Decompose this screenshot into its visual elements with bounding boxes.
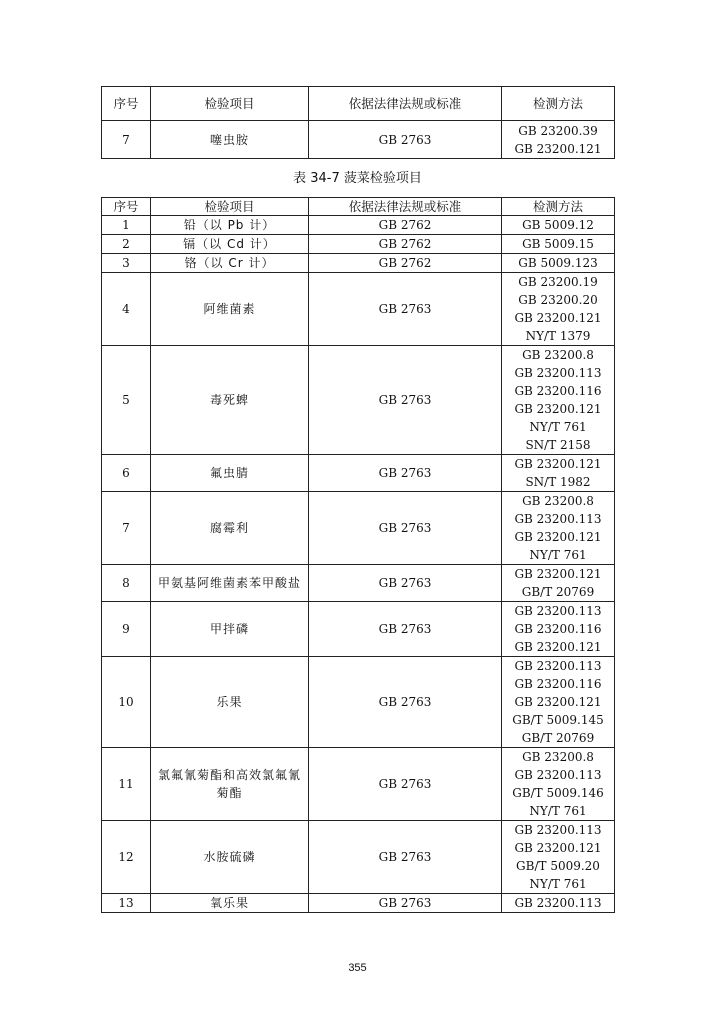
row-number: 7 <box>102 492 151 565</box>
inspection-item-line: 铬（以 Cr 计） <box>184 256 275 270</box>
standard: GB 2763 <box>309 455 502 492</box>
test-method: GB 23200.116 <box>514 384 602 398</box>
inspection-item-line: 菊酯 <box>216 786 243 800</box>
inspection-item-line: 毒死蜱 <box>209 393 249 407</box>
inspection-item <box>151 657 309 748</box>
test-methods <box>502 821 615 894</box>
standard: GB 2762 <box>309 235 502 254</box>
row-number: 2 <box>102 235 151 254</box>
header-method: 检测方法 <box>502 87 615 121</box>
test-method: GB 23200.8 <box>522 750 594 764</box>
inspection-item-line: 水胺硫磷 <box>203 850 256 864</box>
test-method: NY/T 1379 <box>525 329 591 343</box>
row-number: 4 <box>102 273 151 346</box>
table-row <box>102 894 615 913</box>
test-method: GB 23200.121 <box>514 311 602 325</box>
table-row <box>102 602 615 657</box>
test-method: GB/T 5009.146 <box>512 786 604 800</box>
test-methods <box>502 602 615 657</box>
test-methods <box>502 657 615 748</box>
table-row <box>102 565 615 602</box>
table-row <box>102 748 615 821</box>
test-method: GB 23200.113 <box>514 768 602 782</box>
inspection-item <box>151 748 309 821</box>
row-number: 5 <box>102 346 151 455</box>
test-methods <box>502 565 615 602</box>
test-method: GB 23200.113 <box>514 512 602 526</box>
test-method: GB/T 20769 <box>521 731 595 745</box>
standard: GB 2763 <box>309 492 502 565</box>
test-method: GB 23200.113 <box>514 366 602 380</box>
inspection-item <box>151 455 309 492</box>
test-methods <box>502 235 615 254</box>
header-item: 检验项目 <box>151 198 309 216</box>
row-number: 1 <box>102 216 151 235</box>
inspection-item-line: 铅（以 Pb 计） <box>183 218 276 232</box>
test-method: GB 5009.123 <box>518 256 598 270</box>
standard: GB 2763 <box>309 748 502 821</box>
test-method: NY/T 761 <box>529 804 587 818</box>
test-method: GB 23200.121 <box>514 841 602 855</box>
header-no: 序号 <box>102 87 151 121</box>
test-method: GB 23200.39 <box>518 123 598 138</box>
test-methods <box>502 254 615 273</box>
test-method: GB 23200.8 <box>522 494 594 508</box>
test-method: SN/T 1982 <box>525 475 591 489</box>
header-standard: 依据法律法规或标准 <box>309 198 502 216</box>
test-method: GB 23200.116 <box>514 622 602 636</box>
row-number: 3 <box>102 254 151 273</box>
test-method: GB 23200.116 <box>514 677 602 691</box>
standard: GB 2763 <box>309 346 502 455</box>
inspection-item-line: 甲氨基阿维菌素苯甲酸盐 <box>157 576 301 590</box>
test-method: GB/T 20769 <box>521 585 595 599</box>
inspection-item <box>151 346 309 455</box>
table-row <box>102 216 615 235</box>
test-method: GB 23200.113 <box>514 604 602 618</box>
table-caption: 表 34-7 菠菜检验项目 <box>293 171 422 186</box>
test-method: GB 23200.121 <box>514 530 602 544</box>
test-method: GB 23200.121 <box>514 567 602 581</box>
test-method: NY/T 761 <box>529 420 587 434</box>
test-method: GB 5009.12 <box>522 218 594 232</box>
inspection-item <box>151 254 309 273</box>
inspection-item-line: 乐果 <box>216 695 243 709</box>
test-method: GB 5009.15 <box>522 237 594 251</box>
row-number: 7 <box>102 121 151 159</box>
inspection-item-line: 氟虫腈 <box>209 466 249 480</box>
test-method: GB 23200.121 <box>514 695 602 709</box>
test-methods <box>502 121 615 159</box>
test-method: GB/T 5009.20 <box>516 859 600 873</box>
table-row <box>102 121 615 159</box>
standard: GB 2763 <box>309 273 502 346</box>
test-method: GB 23200.20 <box>518 293 598 307</box>
table-row <box>102 346 615 455</box>
spinach-inspection-table <box>101 197 615 913</box>
row-number: 11 <box>102 748 151 821</box>
test-method: GB 23200.121 <box>514 402 602 416</box>
inspection-item <box>151 565 309 602</box>
header-item: 检验项目 <box>151 87 309 121</box>
row-number: 10 <box>102 657 151 748</box>
inspection-item-line: 腐霉利 <box>209 521 249 535</box>
table-header-row <box>102 198 615 216</box>
inspection-item-line: 甲拌磷 <box>209 622 249 636</box>
test-method: GB 23200.113 <box>514 659 602 673</box>
inspection-item <box>151 602 309 657</box>
inspection-item <box>151 894 309 913</box>
test-methods <box>502 748 615 821</box>
standard: GB 2763 <box>309 602 502 657</box>
test-method: GB/T 5009.145 <box>512 713 604 727</box>
header-method: 检测方法 <box>502 198 615 216</box>
row-number: 13 <box>102 894 151 913</box>
inspection-item <box>151 492 309 565</box>
test-methods <box>502 346 615 455</box>
standard: GB 2762 <box>309 254 502 273</box>
table-row <box>102 254 615 273</box>
header-standard: 依据法律法规或标准 <box>309 87 502 121</box>
test-method: NY/T 761 <box>529 877 587 891</box>
inspection-item-line: 噻虫胺 <box>209 132 249 147</box>
test-method: GB 23200.121 <box>514 141 602 156</box>
inspection-item <box>151 216 309 235</box>
table-header-row <box>102 87 615 121</box>
test-method: GB 23200.113 <box>514 823 602 837</box>
table-row <box>102 657 615 748</box>
test-method: GB 23200.121 <box>514 457 602 471</box>
test-method: GB 23200.8 <box>522 348 594 362</box>
standard: GB 2763 <box>309 821 502 894</box>
row-number: 9 <box>102 602 151 657</box>
test-method: GB 23200.19 <box>518 275 598 289</box>
test-methods <box>502 216 615 235</box>
table-row <box>102 492 615 565</box>
inspection-item <box>151 121 309 159</box>
table-row <box>102 273 615 346</box>
test-methods <box>502 492 615 565</box>
inspection-item <box>151 235 309 254</box>
inspection-item-line: 氯氟氰菊酯和高效氯氟氰 <box>157 768 301 782</box>
standard: GB 2763 <box>309 657 502 748</box>
test-method: SN/T 2158 <box>525 438 591 452</box>
inspection-item <box>151 821 309 894</box>
inspection-item-line: 阿维菌素 <box>203 302 256 316</box>
inspection-table-continued <box>101 86 615 159</box>
test-method: GB 23200.121 <box>514 640 602 654</box>
test-methods <box>502 273 615 346</box>
table-row <box>102 455 615 492</box>
test-methods <box>502 894 615 913</box>
standard: GB 2763 <box>309 565 502 602</box>
inspection-item-line: 镉（以 Cd 计） <box>183 237 276 251</box>
row-number: 12 <box>102 821 151 894</box>
standard: GB 2763 <box>309 894 502 913</box>
header-no: 序号 <box>102 198 151 216</box>
inspection-item <box>151 273 309 346</box>
test-method: NY/T 761 <box>529 548 587 562</box>
test-method: GB 23200.113 <box>514 896 602 910</box>
test-methods <box>502 455 615 492</box>
page-number: 355 <box>348 962 367 974</box>
row-number: 8 <box>102 565 151 602</box>
inspection-item-line: 氧乐果 <box>209 896 249 910</box>
standard: GB 2763 <box>309 121 502 159</box>
standard: GB 2762 <box>309 216 502 235</box>
table-row <box>102 821 615 894</box>
table-row <box>102 235 615 254</box>
row-number: 6 <box>102 455 151 492</box>
